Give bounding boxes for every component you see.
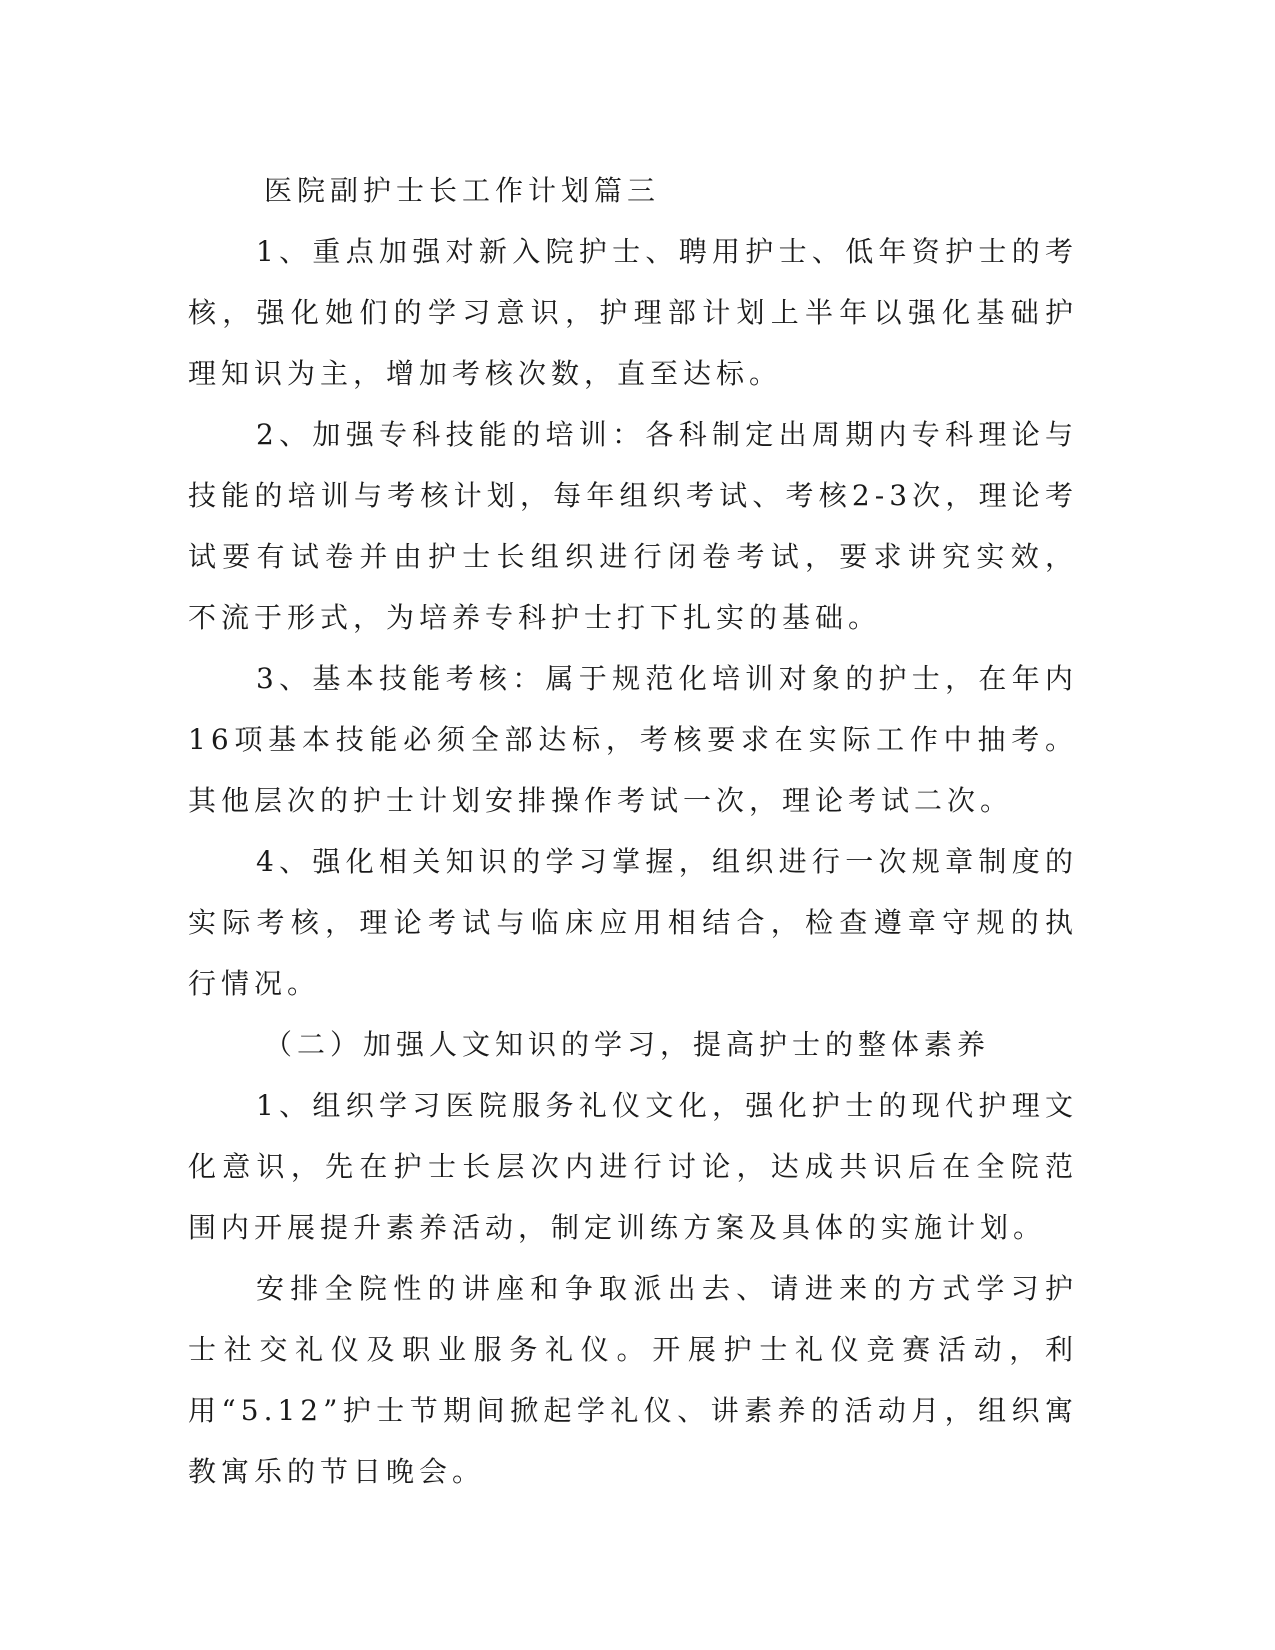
paragraph-4: 4、强化相关知识的学习掌握，组织进行一次规章制度的实际考核，理论考试与临床应用相结合，检查遵章守规的执行情况。 (188, 845, 1078, 1000)
document-body (188, 160, 1078, 1502)
section-heading: （二）加强人文知识的学习，提高护士的整体素养 (264, 1028, 991, 1061)
section-paragraph-2: 安排全院性的讲座和争取派出去、请进来的方式学习护士社交礼仪及职业服务礼仪。开展护士礼仪竞赛活动，利用“5.12”护士节期间掀起学礼仪、讲素养的活动月，组织寓教寓乐的节日晚会。 (188, 1272, 1078, 1488)
section-paragraph-1: 1、组织学习医院服务礼仪文化，强化护士的现代护理文化意识，先在护士长层次内进行讨论，达成共识后在全院范围内开展提升素养活动，制定训练方案及具体的实施计划。 (188, 1089, 1078, 1244)
paragraph-1: 1、重点加强对新入院护士、聘用护士、低年资护士的考核，强化她们的学习意识，护理部计划上半年以强化基础护理知识为主，增加考核次数，直至达标。 (188, 235, 1078, 390)
paragraph-2: 2、加强专科技能的培训：各科制定出周期内专科理论与技能的培训与考核计划，每年组织考试、考核2-3次，理论考试要有试卷并由护士长组织进行闭卷考试，要求讲究实效，不流于形式，为培养专科护士打下扎实的基础。 (188, 418, 1078, 634)
document-title: 医院副护士长工作计划篇三 (264, 174, 661, 207)
paragraph-3: 3、基本技能考核：属于规范化培训对象的护士，在年内16项基本技能必须全部达标，考核要求在实际工作中抽考。其他层次的护士计划安排操作考试一次，理论考试二次。 (188, 662, 1078, 817)
